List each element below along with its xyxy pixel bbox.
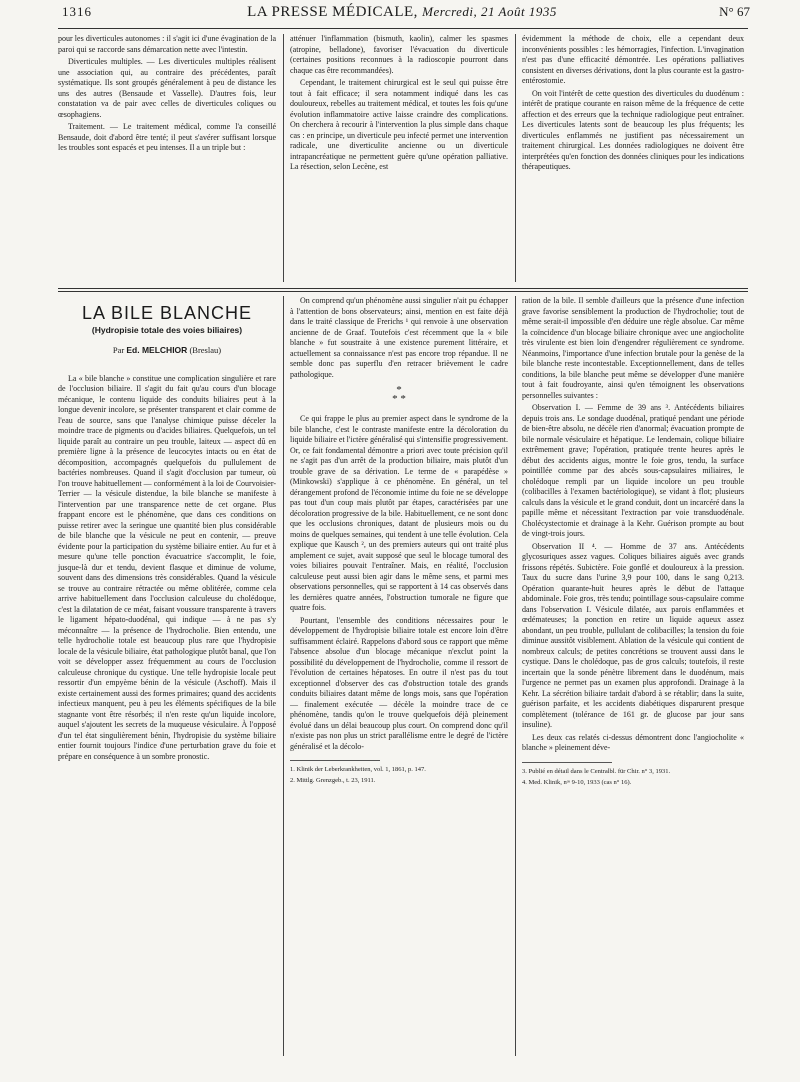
byline	[58, 345, 276, 356]
footnote: 1. Klinik der Leberkrankheiten, vol. 1, 1861, p. 147.	[290, 766, 426, 773]
paragraph: Les deux cas relatés ci-dessus démontrent donc l'angiocholite « blanche » pleinement déve-	[522, 732, 744, 752]
article-column-3	[522, 296, 744, 789]
byline-prefix: Par	[112, 345, 125, 355]
article-subtitle: (Hydropisie totale des voies biliaires)	[91, 324, 243, 335]
paragraph: Diverticules multiples. — Les diverticules multiples réalisent une association qui, au contraire des précédentes, paraît systématique. Ils sont groupés généralement à peu de distance les uns des autres (Bensaude et Vasselle). D'autres fois, leur constatation va de pair avec celles de diverticules coliques ou œsophagiens.	[58, 57, 276, 119]
paragraph: Pourtant, l'ensemble des conditions nécessaires pour le développement de l'hydropisie biliaire totale est encore loin d'être suffisamment éclairé. Rappelons d'abord sous ce rapport que même l'absence absolue d'un blocage mécanique n'exclut point la possibilité du développement de l'hydrocholie, comme il ressort de l'évolution de certaines hépatoses. En outre il n'est pas du tout exceptionnel d'observer des cas d'obstruction totale des grands conduits biliaires datant même de longs mois, sans que l'opération — finalement exécutée — décèle la moindre trace de ce phénomène, tandis qu'on le trouve quelquefois déjà pleinement évolué dans un délai beaucoup plus court. On comprend donc qu'il n'existe pas non plus un strict parallélisme entre le degré de l'ictère généralisé et la décolo-	[290, 615, 508, 751]
paragraph: La « bile blanche » constitue une complication singulière et rare de l'occlusion biliaire. Il s'agit du fait qu'au cours d'un blocage mécanique, le contenu liquide des conduits biliaires peut à la longue devenir incolore, se présenter transparent et clair comme de l'eau de source, sans que l'analyse chimique puisse déceler la moindre trace de pigments ou d'acides biliaires. Quelquefois, un tel liquide paraît au contraire un peu trouble, laiteux — aspect dû en première ligne à la présence de leucocytes intacts ou en état de décomposition, accompagnés quelquefois du pullulement de bactéries nombreuses. Quand il s'agit d'occlusion par tumeur, où l'on trouve habituellement — conformément à la loi de Courvoisier-Terrier — la vésicule distendue, la bile blanche se manifeste à l'intervention par une transparence nette de cet organe. Plus frappant encore est le phénomène, que dans ces conditions on puisse retirer avec la seringue une quantité bien plus considérable de bile blanche que la vésicule ne peut en contenir, — preuve évidente pour la participation du système biliaire entier. Au fur et à mesure qu'une telle ponction évacuatrice s'accomplit, le foie, jusque-là dur et tendu, devient flasque et diminue de volume, souvent dans des dimensions très considérables. Quand la vésicule se trouve au contraire rétractée ou même oblitérée, comme cela arrive habituellement dans l'occlusion calculeuse du cholédoque, c'est la dilatation de ce méat, faisant voussure transparente à travers le ligament hépato-duodénal, qui indique — à ne pas s'y méconnaître — la présence de l'hydrocholie. Bien entendu, une telle hydrocholie totale est beaucoup plus rare que l'hydropisie locale de la vésicule biliaire, état pathologique plutôt banal, que l'on voit se développer assez fréquemment au cours de l'occlusion calculeuse chronique du cystique. Une telle hydropisie locale peut ressortir d'un empyème bénin de la vésicule (Aschoff). Mais il existe certainement aussi des formes primaires; quand des accidents infectieux manquent, peu à peu les éléments spécifiques de la bile stagnante vont être résorbés; il n'en reste qu'un liquide incolore, auquel s'ajoutent les secrets de la muqueuse vésiculaire. À l'opposé d'un tel état singulièrement bénin, l'hydropisie du système biliaire entier fournit toujours l'indice d'une perturbation grave du foie et prépare en conséquence à un sombre pronostic.	[58, 373, 276, 761]
article-column-1	[58, 296, 276, 764]
footnote-rule	[290, 760, 380, 761]
paragraph: On voit l'intérêt de cette question des diverticules du duodénum : intérêt de pratique courante en raison même de la fréquence de cette affection et des erreurs que la technique radiologique peut entraîner. Les diverticules latents sont de beaucoup les plus fréquents; les diverticules enflammés ne justifient pas nécessairement un traitement chirurgical. Les données radiologiques ne doivent être interprétées qu'en fonction des données cliniques pour les indications thérapeutiques.	[522, 88, 744, 171]
author-name: Ed. MELCHIOR	[126, 345, 188, 355]
article-title: LA BILE BLANCHE	[81, 303, 253, 323]
observation-1: Observation I. — Femme de 39 ans ³. Antécédents biliaires depuis trois ans. Le sondage duodénal, pratiqué pendant une période de bien-être absolu, ne décèle rien d'anormal; évacuation prompte de bile normale vésiculaire et hépatique. Le lendemain, colique biliaire extrêmement grave; l'opération, pratiquée trente heures après le début des accidents aigus, montre le foie gros, tendu, la surface pointillée comme par des abcès sous-capsulaires miliaires, le cholédoque rempli par un liquide incolore un peu trouble (colibacilles à l'examen bactériologique), se vidant à flot; plusieurs calculs dans la vésicule et le grand conduit, dont un incarcéré dans la papille même et nécessitant l'extraction par voie transduodénale. Cholécystectomie et drainage à la Kehr. Guérison prompte au bout de vingt-trois jours.	[522, 403, 744, 538]
section-separator: * * *	[392, 384, 406, 405]
footnote: 4. Med. Klinik, nᵒˢ 9-10, 1933 (cas n° 16).	[522, 778, 632, 786]
paragraph: On comprend qu'un phénomène aussi singulier n'ait pu échapper à l'attention de bons observateurs; ainsi, mention en est faite déjà dans le traité classique de Frerichs ¹ qui renvoie à une observation ancienne de de Graaf. Toutefois c'est récemment que la « bile blanche » fut soustraite à une existence purement littéraire, et actuellement sa connaissance n'est pas encore trop répandue. Il ne semble donc pas superflu d'en retracer brièvement le cadre pathologique.	[290, 296, 508, 379]
issue-number: N° 67	[719, 4, 750, 19]
page-number: 1316	[62, 4, 92, 19]
journal-name: LA PRESSE MÉDICALE,	[247, 4, 418, 20]
column-divider	[283, 34, 284, 282]
footnote: 3. Publié en détail dans le Centralbl. für Chir. n° 3, 1931.	[522, 767, 671, 775]
section-rule	[58, 291, 748, 292]
paragraph: atténuer l'inflammation (bismuth, kaolin), calmer les spasmes (atropine, belladone), favoriser l'évacuation du diverticule (certaines positions reconnues à la radioscopie pourront dans chaque cas être recommandées).	[290, 34, 508, 75]
paragraph: pour les diverticules autonomes : il s'agit ici d'une évagination de la paroi qui se raccorde sans démarcation nette avec l'intestin.	[58, 34, 276, 54]
footnote-rule	[522, 762, 612, 763]
paragraph: évidemment la méthode de choix, elle a cependant deux inconvénients possibles : les hémorragies, l'infection. L'invagination n'est pas d'une efficacité démontrée. Les opérations palliatives consistent en diverses dérivations, dont la plus courante est la gastro-entérostomie.	[522, 34, 744, 85]
paragraph: Traitement. — Le traitement médical, comme l'a conseillé Bensaude, doit d'abord être tenté; il peut s'avérer suffisant lorsque les troubles sont espacés et peu intenses. Il a un triple but :	[58, 122, 276, 152]
footnote: 2. Mittlg. Grenzgeb., t. 23, 1911.	[290, 777, 376, 784]
paragraph: ration de la bile. Il semble d'ailleurs que la présence d'une infection grave favorise sensiblement la production de l'hydrocholie; tout de même serait-il impossible d'en déduire une règle absolue. Car même la coïncidence d'un blocage biliaire chronique avec une angiocholite très virulente est bien loin d'engendrer régulièrement ce syndrome. Néanmoins, l'importance d'une infection brutale pour la genèse de la bile blanche reste incontestable. Exceptionnellement, dans de telles conditions, la bile blanche peut même se développer d'une manière tout à fait foudroyante, ainsi qu'en témoignent les observations personnelles suivantes :	[522, 296, 744, 400]
paragraph: Ce qui frappe le plus au premier aspect dans le syndrome de la bile blanche, c'est le contraste manifeste entre la décoloration du liquide biliaire et l'ictère généralisé qui s'intensifie progressivement. Or, ce fait fondamental démontre a priori avec toute précision qu'il ne s'agit pas d'un arrêt de la production biliaire, mais plutôt d'un trouble grave de sa dérivation. Le terme de « parapédèse » (Minkowski) s'applique à ce phénomène. En général, un tel dérangement profond de l'économie intime du foie ne se développe pas tout d'un coup mais plutôt par étapes, caractérisées par une décoloration progressive de la bile. Habituellement, ce ne sont donc que les occlusions chroniques, datant de plusieurs mois ou du moins de quelques semaines, qui tendent à une telle évolution. Cela explique que Kausch ², un des premiers auteurs qui ont traité plus amplement ce sujet, avait supposé que seul le blocage tumoral des voies biliaires pouvait l'entraîner. Mais, en réalité, l'occlusion calculeuse peut aussi bien agir dans le même sens, et parmi mes observations personnelles, qui se rapportent à 14 cas observés dans les dernières quatre années, l'obstruction tumorale ne figure que quatre fois.	[290, 414, 508, 612]
top-column-2	[290, 34, 508, 175]
author-affiliation: (Breslau)	[189, 345, 222, 355]
observation-2: Observation II ⁴. — Homme de 37 ans. Antécédents glycosuriques assez vagues. Coliques biliaires aiguës avec grands frissons répétés. Subictère. Foie gonflé et douloureux à la pression. Taux du sucre dans l'urine 3,9 pour 100, dans le sang 0,213. Opération quarante-huit heures après le début de l'attaque abdominale. Foie gros, très tendu; pointillage sous-capsulaire comme dans l'observation I. Vésicule dilatée, aux parois enflammées et œdémateuses; la ponction en retire un liquide aqueux assez abondant, un peu trouble, pullulant de colibacilles; la tension du foie diminue aussitôt visiblement. Ablation de la vésicule qui contient de nombreux calculs; de petites concrétions se trouvent aussi dans le cystique. Dans le cholédoque, pas de gros calculs; toutefois, il reste incertain que la sonde pénètre librement dans le duodénum, mais l'urgence ne permet pas un examen plus approfondi. Drainage à la Kehr. La sécrétion biliaire tardait d'abord à se rétablir; dans la suite, guérison parfaite, et les accidents diabétiques disparurent presque complètement (tolérance de 161 gr. de glucose par jour sans insuline).	[522, 541, 744, 729]
top-column-3	[522, 34, 744, 175]
column-divider	[515, 34, 516, 282]
top-column-1	[58, 34, 276, 156]
article-column-2	[290, 296, 508, 787]
running-header	[52, 4, 752, 24]
paragraph: Cependant, le traitement chirurgical est le seul qui puisse être tout à fait efficace; il sera notamment indiqué dans les cas douloureux, rebelles au traitement médical, et toutes les fois qu'une évolution inflammatoire active laisse craindre des complications. On cherchera à recourir à l'intervention la plus simple dans chaque cas : en principe, un diverticule peu infecté permet une intervention radicale, une diverticulite ancienne ou un diverticule intrapancréatique ne permettent guère qu'une opération palliative. La résection, selon Lecène, est	[290, 78, 508, 171]
section-rule	[58, 288, 748, 289]
journal-title-line	[52, 4, 752, 21]
header-rule	[58, 28, 748, 29]
issue-date: Mercredi, 21 Août 1935	[422, 4, 557, 19]
column-divider	[283, 296, 284, 1056]
column-divider	[515, 296, 516, 1056]
